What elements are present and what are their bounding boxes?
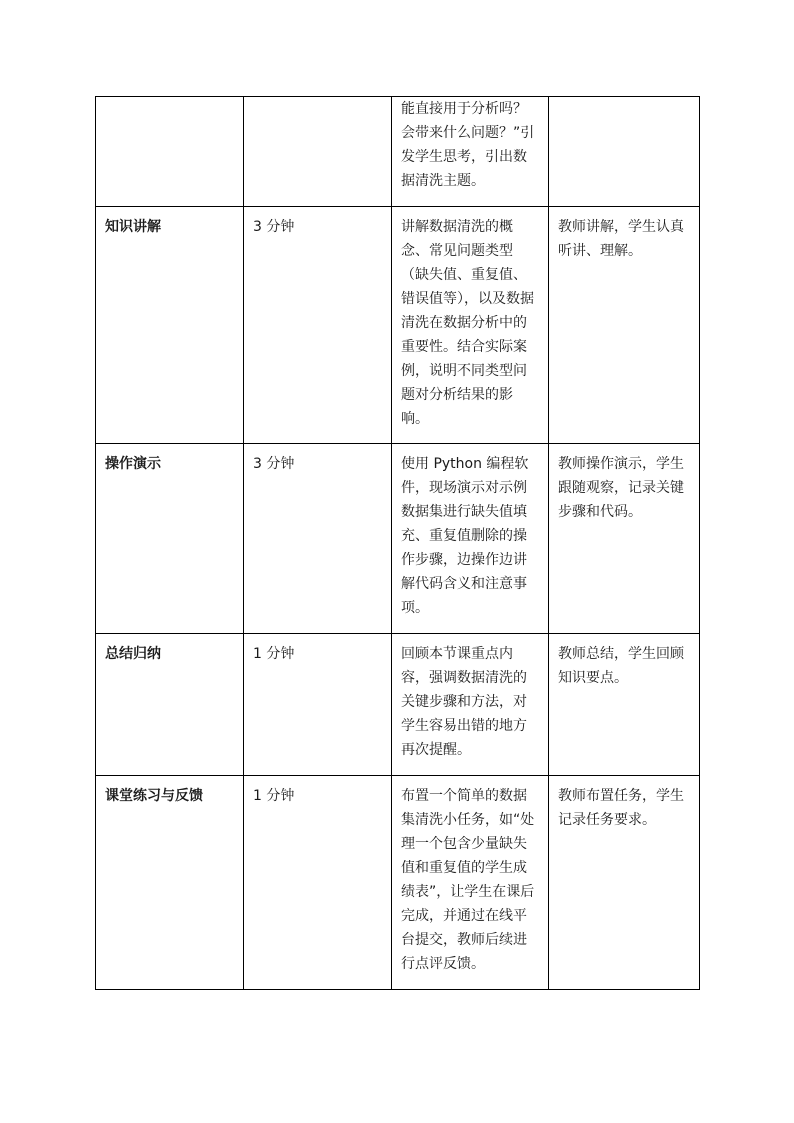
phase-cell bbox=[96, 207, 244, 444]
content-cell bbox=[392, 207, 549, 444]
time-label: 1 分钟 bbox=[253, 646, 295, 662]
content-text: 讲解数据清洗的概念、常见问题类型（缺失值、重复值、错误值等），以及数据清洗在数据分析中的重要性。结合实际案例，说明不同类型问题对分析结果的影响。 bbox=[401, 219, 534, 427]
content-text: 回顾本节课重点内容，强调数据清洗的关键步骤和方法，对学生容易出错的地方再次提醒。 bbox=[401, 646, 527, 758]
time-cell bbox=[244, 97, 392, 207]
content-cell bbox=[392, 97, 549, 207]
content-cell bbox=[392, 634, 549, 776]
time-label: 3 分钟 bbox=[253, 456, 295, 472]
table-row bbox=[96, 776, 700, 990]
time-cell bbox=[244, 444, 392, 634]
phase-label: 知识讲解 bbox=[105, 219, 161, 235]
method-cell bbox=[549, 776, 700, 990]
content-text: 布置一个简单的数据集清洗小任务，如“处理一个包含少量缺失值和重复值的学生成绩表”，让学生在课后完成，并通过在线平台提交，教师后续进行点评反馈。 bbox=[401, 788, 535, 972]
content-cell bbox=[392, 776, 549, 990]
method-text: 教师总结，学生回顾知识要点。 bbox=[558, 646, 684, 686]
time-cell bbox=[244, 776, 392, 990]
content-text: 能直接用于分析吗？会带来什么问题？”引发学生思考，引出数据清洗主题。 bbox=[401, 101, 535, 189]
phase-label: 总结归纳 bbox=[105, 646, 161, 662]
method-cell bbox=[549, 444, 700, 634]
time-label: 3 分钟 bbox=[253, 219, 295, 235]
method-cell bbox=[549, 207, 700, 444]
phase-cell bbox=[96, 444, 244, 634]
table-row bbox=[96, 97, 700, 207]
table-row bbox=[96, 207, 700, 444]
phase-cell bbox=[96, 97, 244, 207]
lesson-plan-table bbox=[95, 96, 700, 990]
time-cell bbox=[244, 634, 392, 776]
content-text: 使用 Python 编程软件，现场演示对示例数据集进行缺失值填充、重复值删除的操作步骤，边操作边讲解代码含义和注意事项。 bbox=[401, 456, 529, 616]
time-cell bbox=[244, 207, 392, 444]
table-row bbox=[96, 444, 700, 634]
phase-label: 操作演示 bbox=[105, 456, 161, 472]
phase-label: 课堂练习与反馈 bbox=[105, 788, 203, 804]
time-label: 1 分钟 bbox=[253, 788, 295, 804]
method-text: 教师讲解，学生认真听讲、理解。 bbox=[558, 219, 684, 259]
method-text: 教师操作演示，学生跟随观察，记录关键步骤和代码。 bbox=[558, 456, 684, 520]
content-cell bbox=[392, 444, 549, 634]
method-cell bbox=[549, 97, 700, 207]
phase-cell bbox=[96, 634, 244, 776]
table-row bbox=[96, 634, 700, 776]
phase-cell bbox=[96, 776, 244, 990]
method-text: 教师布置任务，学生记录任务要求。 bbox=[558, 788, 684, 828]
method-cell bbox=[549, 634, 700, 776]
